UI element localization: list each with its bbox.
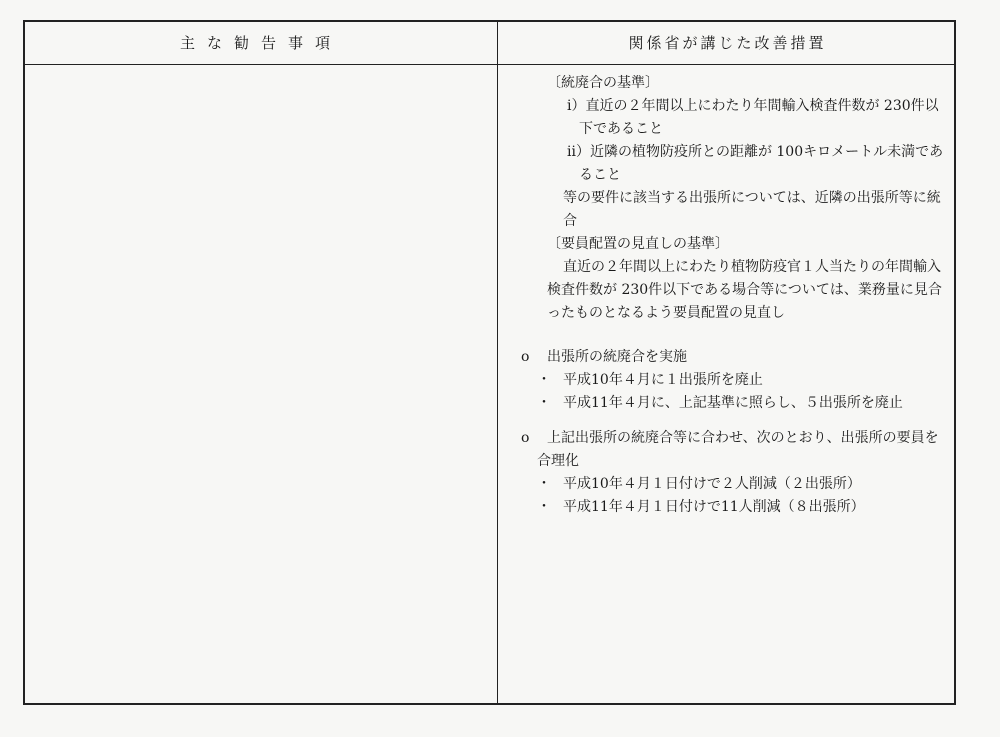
header-measures: 関係省が講じた改善措置 [628, 34, 827, 52]
criteria-item-2: ⅱ）近隣の植物防疫所との距離が 100キロメートル未満であ [567, 144, 944, 160]
measure-2-item-2: 平成11年４月１日付けで11人削減（８出張所） [563, 499, 865, 515]
bullet-dot-3: ・ [537, 476, 551, 492]
criteria-item-1-cont: 下であること [579, 121, 663, 137]
measure-1-item-1: 平成10年４月に１出張所を廃止 [563, 372, 763, 388]
bullet-dot-4: ・ [537, 499, 551, 515]
criteria-summary-cont: 合 [563, 213, 577, 229]
staffing-heading: 〔要員配置の見直しの基準〕 [547, 236, 729, 252]
staffing-text-end: ったものとなるよう要員配置の見直し [547, 305, 785, 321]
column-divider [497, 22, 498, 703]
header-divider [25, 64, 954, 65]
bullet-dot-2: ・ [537, 395, 551, 411]
table-frame [23, 20, 956, 705]
measure-1-item-2: 平成11年４月に、上記基準に照らし、５出張所を廃止 [563, 395, 903, 411]
measure-2-item-1: 平成10年４月１日付けで２人削減（２出張所） [563, 476, 861, 492]
bullet-circle-2: o [521, 430, 530, 446]
criteria-item-1: ⅰ）直近の２年間以上にわたり年間輸入検査件数が 230件以 [567, 98, 939, 114]
bullet-dot-1: ・ [537, 372, 551, 388]
header-recommendations: 主な勧告事項 [179, 34, 342, 52]
measure-2: 上記出張所の統廃合等に合わせ、次のとおり、出張所の要員を [547, 430, 939, 446]
staffing-text: 直近の２年間以上にわたり植物防疫官１人当たりの年間輸入 [563, 259, 941, 275]
criteria-item-2-cont: ること [579, 167, 621, 183]
bullet-circle-1: o [521, 349, 530, 365]
staffing-text-cont: 検査件数が 230件以下である場合等については、業務量に見合 [547, 282, 942, 298]
criteria-heading: 〔統廃合の基準〕 [547, 75, 659, 91]
measure-2-cont: 合理化 [537, 453, 579, 469]
measure-1: 出張所の統廃合を実施 [547, 349, 687, 365]
criteria-summary: 等の要件に該当する出張所については、近隣の出張所等に統 [563, 190, 941, 206]
